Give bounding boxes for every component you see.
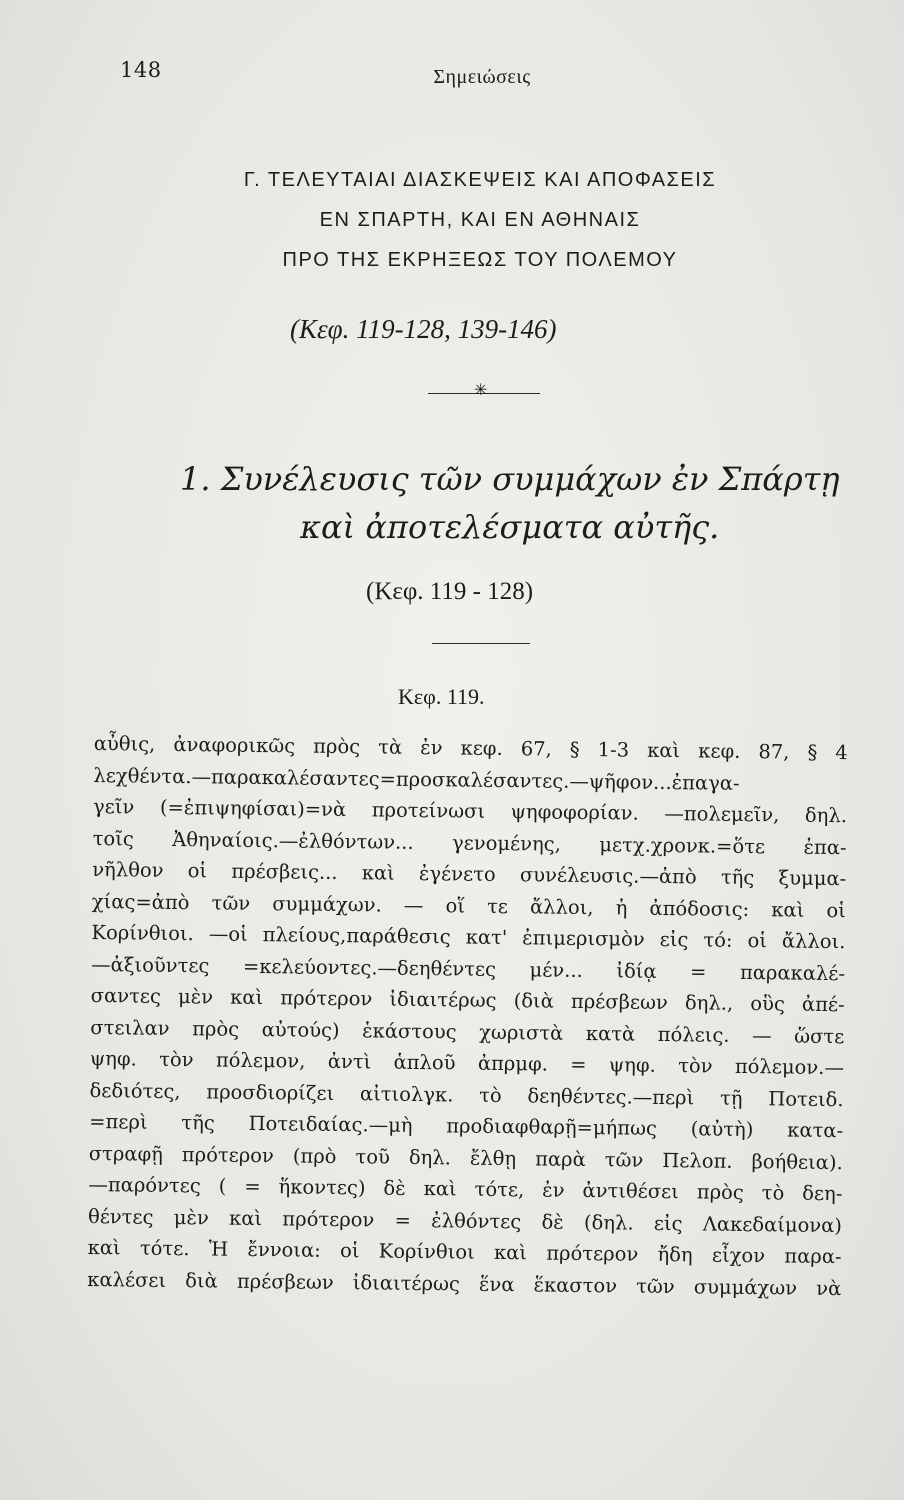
text-line: καλέσει διὰ πρέσβεων ἰδιαιτέρως ἕνα ἕκαστον τῶν συμμάχων νὰ — [87, 1267, 842, 1300]
subsection-title — [180, 455, 840, 551]
text-line: δεδιότες, προσδιορίζει αἰτιολγκ. τὸ δεηθέντες.—περὶ τῇ Ποτειδ. — [89, 1078, 844, 1111]
ornamental-divider — [428, 380, 540, 400]
page-number: 148 — [120, 58, 162, 82]
text-line: λεχθέντα.—παρακαλέσαντες=προσκαλέσαντες.—ψῆφον...ἐπαγα- — [93, 763, 740, 795]
text-line: νῆλθον οἱ πρέσβεις... καὶ ἐγένετο συνέλευσις.—ἀπὸ τῆς ξυμμα- — [92, 857, 847, 891]
text-line: —ἀξιοῦντες =κελεύοντες.—δεηθέντες μέν... ἰδίᾳ = παρακαλέ- — [90, 952, 846, 985]
text-line: =περὶ τῆς Ποτειδαίας.—μὴ προδιαφθαρῇ=μήπως (αὐτὴ) κατα- — [89, 1109, 844, 1143]
subsection-chapter-range: (Κεφ. 119 - 128) — [366, 578, 534, 605]
commentary-text — [87, 728, 848, 1304]
chapter-label: Κεφ. 119. — [398, 684, 485, 709]
section-chapter-range: (Κεφ. 119-128, 139-146) — [290, 314, 557, 344]
text-line: καὶ τότε. Ἡ ἔννοια: οἱ Κορίνθιοι καὶ πρότερον ἤδη εἶχον παρα- — [87, 1235, 842, 1269]
text-line: θέντες μὲν καὶ πρότερον = ἐλθόντες δὲ (δηλ. εἰς Λακεδαίμονα) — [87, 1204, 843, 1237]
section-heading-line: ΕΝ ΣΠΑΡΤΗ, ΚΑΙ ΕΝ ΑΘΗΝΑΙΣ — [319, 209, 641, 231]
subsection-title-line: καὶ ἀποτελέσματα αὐτῆς. — [300, 508, 720, 546]
divider-rule — [432, 643, 530, 644]
text-line: τοῖς Ἀθηναίοις.—ἐλθόντων... γενομένης, μετχ.χρονκ.=ὅτε ἐπα- — [92, 826, 847, 859]
text-line: στειλαν πρὸς αὐτούς) ἑκάστους χωριστὰ κατὰ πόλεις. — ὥστε — [90, 1015, 845, 1048]
running-head: Σημειώσεις — [433, 66, 531, 88]
subsection-title-line: 1. Συνέλευσις τῶν συμμάχων ἐν Σπάρτῃ — [180, 460, 840, 498]
text-line: στραφῇ πρότερον (πρὸ τοῦ δηλ. ἔλθῃ παρὰ τῶν Πελοπ. βοήθεια). — [88, 1141, 843, 1174]
text-line: χίας=ἀπὸ τῶν συμμάχων. — οἵ τε ἄλλοι, ἡ ἀπόδοσις: καὶ οἱ — [91, 889, 846, 922]
section-heading — [160, 160, 800, 280]
text-line: Κορίνθιοι. —οἱ πλείους,παράθεσις κατ' ἐπιμερισμὸν εἰς τό: οἱ ἄλλοι. — [91, 920, 846, 954]
asterisk-ornament-icon: ✳ — [474, 380, 488, 399]
text-line: αὖθις, ἀναφορικῶς πρὸς τὰ ἐν κεφ. 67, § 1-3 καὶ κεφ. 87, § 4 — [93, 731, 848, 765]
text-line: σαντες μὲν καὶ πρότερον ἰδιαιτέρως (διὰ πρέσβεων δηλ., οὓς ἀπέ- — [90, 983, 845, 1017]
text-line: —παρόντες ( = ἥκοντες) δὲ καὶ τότε, ἐν ἀντιθέσει πρὸς τὸ δεη- — [88, 1172, 843, 1206]
text-line: γεῖν (=ἐπιψηφίσαι)=νὰ προτείνωσι ψηφοφορίαν. —πολεμεῖν, δηλ. — [92, 794, 848, 828]
section-heading-line: Γ. ΤΕΛΕΥΤΑΙΑΙ ΔΙΑΣΚΕΨΕΙΣ ΚΑΙ ΑΠΟΦΑΣΕΙΣ — [243, 169, 717, 191]
text-line: ψηφ. τὸν πόλεμον, ἀντὶ ἁπλοῦ ἀπρμφ. = ψηφ. τὸν πόλεμον.— — [89, 1046, 845, 1080]
section-heading-line: ΠΡΟ ΤΗΣ ΕΚΡΗΞΕΩΣ ΤΟΥ ΠΟΛΕΜΟΥ — [282, 249, 678, 271]
